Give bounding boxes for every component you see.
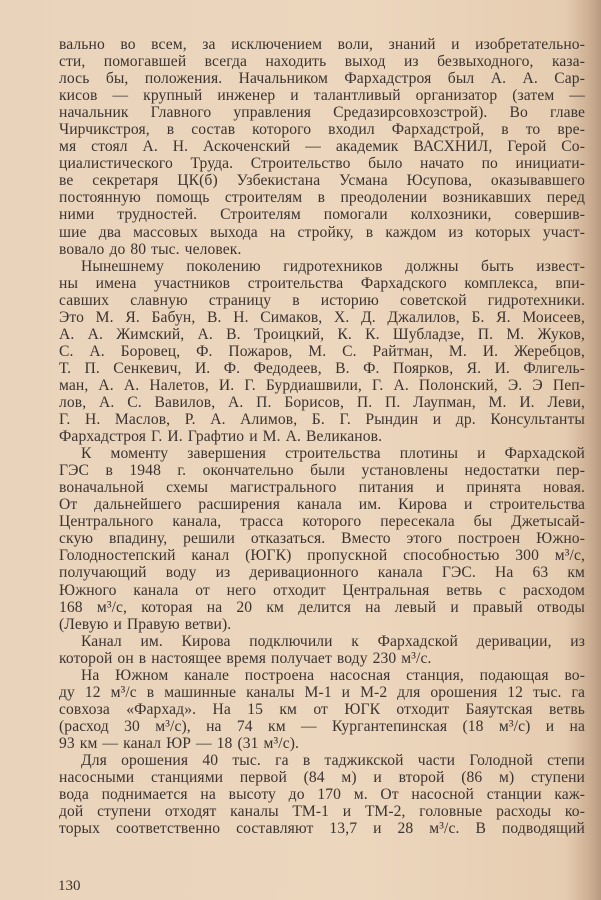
text-line: ду 12 м³/с в машинные каналы М-1 и М-2 для орошения 12 тыс. га bbox=[59, 683, 585, 701]
paragraph bbox=[59, 633, 585, 667]
text-line: дой ступени отходят каналы ТМ-1 и ТМ-2, головные расходы ко- bbox=[59, 803, 585, 821]
text-line: лось бы, положения. Начальником Фархадстроя был А. А. Сар- bbox=[59, 70, 585, 88]
text-line: кисов — крупный инженер и талантливый организатор (затем — bbox=[59, 87, 585, 105]
text-line: лов, А. С. Вавилов, А. П. Борисов, П. П. Лаупман, М. И. Леви, bbox=[59, 393, 585, 411]
text-line: насосными станциями первой (84 м) и второй (86 м) ступени bbox=[59, 769, 585, 787]
text-line: Центрального канала, трасса которого пересекала бы Джетысай- bbox=[59, 513, 585, 531]
paragraph bbox=[59, 258, 585, 446]
text-line: ними трудностей. Строителям помогали колхозники, совершив- bbox=[59, 206, 585, 224]
text-line: ве секретаря ЦК(б) Узбекистана Усмана Юсупова, оказывавшего bbox=[59, 172, 585, 190]
text-line: начальник Главного управления Средазирсовхозстрой). Во главе bbox=[59, 104, 585, 122]
text-line: скую впадину, решили отказаться. Вместо этого построен Южно- bbox=[59, 530, 585, 548]
text-line: сти, помогавшей всегда находить выход из безвыходного, каза- bbox=[59, 53, 585, 71]
paragraph bbox=[59, 667, 585, 752]
text-line: постоянную помощь строителям в преодолении возникавших перед bbox=[59, 189, 585, 207]
text-line: вовало до 80 тыс. человек. bbox=[59, 240, 242, 258]
text-line: получающий воду из деривационного канала ГЭС. На 63 км bbox=[59, 564, 585, 582]
text-line: А. А. Жимский, А. В. Троицкий, К. К. Шубладзе, П. М. Жуков, bbox=[59, 325, 585, 343]
text-line: Канал им. Кирова подключили к Фархадской деривации, из bbox=[81, 632, 585, 650]
text-line: 93 км — канал ЮР — 18 (31 м³/с). bbox=[59, 734, 300, 752]
text-line: совхоза «Фархад». На 15 км от ЮГК отходит Баяутская ветвь bbox=[59, 700, 585, 718]
text-line: мя стоял А. Н. Аскоченский — академик ВАСХНИЛ, Герой Со- bbox=[59, 138, 585, 156]
text-line: С. А. Боровец, Ф. Пожаров, М. С. Райтман, М. И. Жеребцов, bbox=[59, 342, 585, 360]
text-line: воначальной схемы магистрального питания и принята новая. bbox=[59, 479, 585, 497]
text-line: (расход 30 м³/с), на 74 км — Кургантепинская (18 м³/с) и на bbox=[59, 717, 585, 735]
text-line: Южного канала от него отходит Центральная ветвь с расходом bbox=[59, 581, 585, 599]
text-line: ман, А. А. Налетов, И. Г. Бурдиашвили, Г. А. Полонский, Э. Э Пеп- bbox=[59, 376, 585, 394]
text-line: торых соответственно составляют 13,7 и 28 м³/с. В подводящий bbox=[59, 820, 585, 838]
text-line: ГЭС в 1948 г. окончательно были установлены недостатки пер- bbox=[59, 462, 585, 480]
text-line: К моменту завершения строительства плотины и Фархадской bbox=[81, 445, 585, 463]
text-line: шие два массовых выхода на стройку, в каждом из которых участ- bbox=[59, 223, 585, 241]
text-line: Для орошения 40 тыс. га в таджикской части Голодной степи bbox=[81, 751, 585, 769]
text-line: Голодностепский канал (ЮГК) пропускной способностью 300 м³/с, bbox=[59, 547, 585, 565]
text-line: На Южном канале построена насосная станция, подающая во- bbox=[81, 666, 585, 684]
text-line: вода поднимается на высоту до 170 м. От насосной станции каж- bbox=[59, 786, 585, 804]
text-line: Чирчикстроя, в состав которого входил Фархадстрой, в то вре- bbox=[59, 121, 585, 139]
text-line: 168 м³/с, которая на 20 км делится на левый и правый отводы bbox=[59, 598, 585, 616]
text-line: циалистического Труда. Строительство было начато по инициати- bbox=[59, 155, 585, 173]
text-line: Нынешнему поколению гидротехников должны быть извест- bbox=[81, 257, 585, 275]
text-line: Это М. Я. Бабун, В. Н. Симаков, Х. Д. Джалилов, Б. Я. Моисеев, bbox=[59, 308, 585, 326]
paragraph bbox=[59, 36, 585, 258]
text-line: савших славную страницу в историю советской гидротехники. bbox=[59, 291, 585, 309]
paragraph bbox=[59, 752, 585, 837]
text-line: вально во всем, за исключением воли, знаний и изобретательно- bbox=[59, 36, 585, 53]
text-line: (Левую и Правую ветви). bbox=[59, 615, 232, 633]
text-line: Г. Н. Маслов, Р. А. Алимов, Б. Г. Рындин и др. Консультанты bbox=[59, 411, 585, 429]
page-number: 130 bbox=[58, 878, 81, 894]
text-line: Т. П. Сенкевич, И. Ф. Федодеев, В. Ф. Поярков, Я. И. Флигель- bbox=[59, 359, 585, 377]
text-line: которой он в настоящее время получает воду 230 м³/с. bbox=[59, 649, 432, 667]
paragraph bbox=[59, 445, 585, 633]
text-line: От дальнейшего расширения канала им. Кирова и строительства bbox=[59, 496, 585, 514]
text-line: Фархадстроя Г. И. Графтио и М. А. Великанов. bbox=[59, 428, 383, 446]
page-body bbox=[59, 36, 585, 837]
text-line: ны имена участников строительства Фархадского комплекса, впи- bbox=[59, 274, 585, 292]
